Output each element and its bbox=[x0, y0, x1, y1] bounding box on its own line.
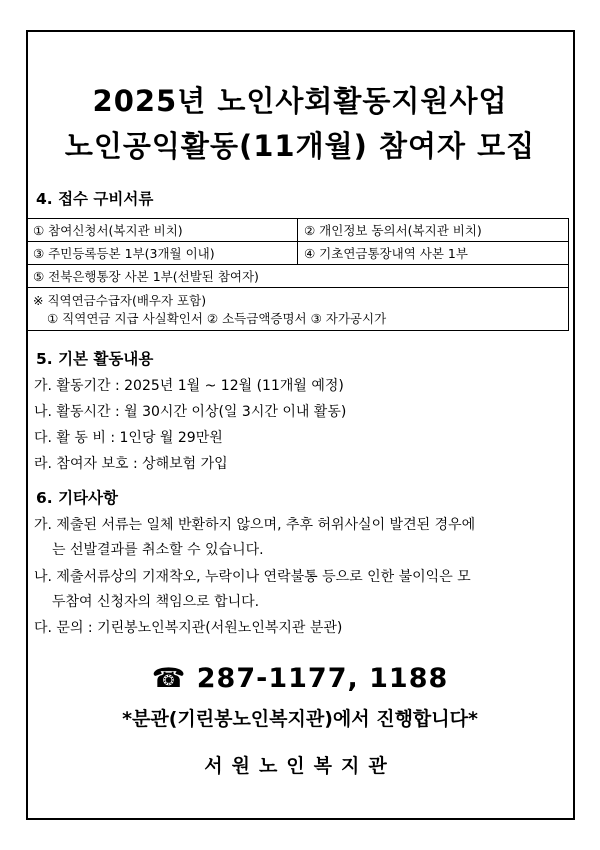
activity-period: 가. 활동기간 : 2025년 1월 ~ 12월 (11개월 예정) bbox=[34, 378, 344, 394]
table-row bbox=[27, 265, 569, 288]
table-cell: ⑤ 전북은행통장 사본 1부(선발된 참여자) bbox=[27, 265, 569, 288]
activity-hours: 나. 활동시간 : 월 30시간 이상(일 3시간 이내 활동) bbox=[34, 404, 347, 420]
table-cell: ② 개인정보 동의서(복지관 비치) bbox=[298, 219, 569, 242]
note-cell bbox=[27, 288, 569, 331]
table-cell: ④ 기초연금통장내역 사본 1부 bbox=[298, 242, 569, 265]
section-4-heading: 4. 접수 구비서류 bbox=[36, 190, 154, 208]
section-5-heading: 5. 기본 활동내용 bbox=[36, 350, 154, 368]
title-line-1: 2025년 노인사회활동지원사업 bbox=[92, 84, 508, 118]
notice-2-line-1: 나. 제출서류상의 기재착오, 누락이나 연락불통 등으로 인한 불이익은 모 bbox=[34, 569, 471, 585]
note-items: ① 직역연금 지급 사실확인서 ② 소득금액증명서 ③ 자가공시가 bbox=[47, 311, 387, 326]
table-cell: ③ 주민등록등본 1부(3개월 이내) bbox=[27, 242, 298, 265]
notice-1-line-1: 가. 제출된 서류는 일체 반환하지 않으며, 추후 허위사실이 발견된 경우에 bbox=[34, 517, 476, 533]
phone-number bbox=[0, 663, 600, 694]
activity-pay: 다. 활 동 비 : 1인당 월 29만원 bbox=[34, 430, 223, 446]
table-row bbox=[27, 219, 569, 242]
table-cell: ① 참여신청서(복지관 비치) bbox=[27, 219, 298, 242]
participant-protection: 라. 참여자 보호 : 상해보험 가입 bbox=[34, 456, 228, 472]
inquiry-line: 다. 문의 : 기린봉노인복지관(서원노인복지관 분관) bbox=[34, 620, 343, 636]
note-title: ※ 직역연금수급자(배우자 포함) bbox=[33, 293, 207, 308]
phone-text: 287-1177, 1188 bbox=[196, 663, 449, 694]
table-row bbox=[27, 242, 569, 265]
branch-note: *분관(기린봉노인복지관)에서 진행합니다* bbox=[122, 708, 478, 730]
title-line-2: 노인공익활동(11개월) 참여자 모집 bbox=[64, 129, 536, 163]
documents-table bbox=[26, 218, 569, 331]
notice-2-line-2: 두참여 신청자의 책임으로 합니다. bbox=[52, 594, 260, 610]
table-row bbox=[27, 288, 569, 331]
organization-name: 서원노인복지관 bbox=[204, 755, 396, 777]
phone-icon: ☎ bbox=[151, 663, 187, 694]
section-6-heading: 6. 기타사항 bbox=[36, 489, 118, 507]
notice-1-line-2: 는 선발결과를 취소할 수 있습니다. bbox=[52, 542, 264, 558]
